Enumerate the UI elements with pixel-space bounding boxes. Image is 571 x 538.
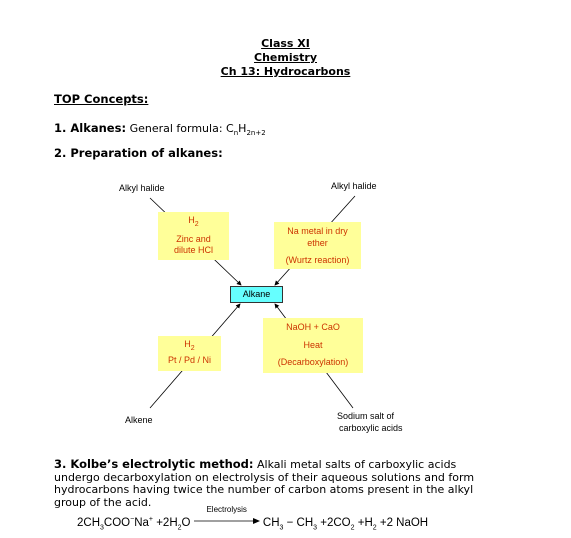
box-decarb-line1: NaOH + CaO: [286, 322, 340, 332]
electrolysis-label: Electrolysis: [206, 505, 247, 514]
box-zinc-line3: dilute HCl: [173, 245, 213, 255]
alkyl-halide-right: Alkyl halide: [331, 181, 377, 191]
top-concepts-heading: TOP Concepts:: [54, 92, 149, 106]
title-class: Class XI: [261, 37, 310, 50]
box-pt-line2: Pt / Pd / Ni: [167, 355, 211, 365]
box-wurtz-line3: (Wurtz reaction): [285, 255, 350, 265]
alkanes-label: 1. Alkanes:: [54, 121, 127, 135]
equation-reactants: $2CH_3COO^-Na^+ +2H_2O$: [77, 516, 191, 532]
box-zinc-line2: Zinc and: [176, 234, 211, 244]
kolbe-line4: group of the acid.: [54, 495, 152, 509]
box-decarb-line3: (Decarboxylation): [277, 357, 349, 367]
box-pt-pd-ni: [158, 336, 221, 371]
kolbe-equation: [77, 505, 429, 532]
sodium-salt-line2: carboxylic acids: [339, 423, 403, 433]
alkane-center-box: Alkane: [230, 286, 283, 303]
box-wurtz-line2: ether: [307, 238, 328, 248]
box-decarboxylation: [263, 318, 363, 373]
kolbe-line3: hydrocarbons having twice the number of carbon atoms present in the alkyl: [54, 483, 474, 496]
box-zinc-hcl: [158, 212, 229, 260]
alkanes-formula: $C_nH_{2n+2}$: [226, 122, 266, 138]
box-wurtz: [274, 222, 361, 269]
alkyl-halide-left: Alkyl halide: [119, 183, 165, 193]
kolbe-line1: 3. Kolbe’s electrolytic method: Alkali metal salts of carboxylic acids: [54, 457, 457, 471]
box-pt-h2: $H_2$: [184, 339, 195, 352]
sodium-salt-line1: Sodium salt of: [337, 411, 395, 421]
box-zinc-h2: $H_2$: [188, 215, 199, 228]
title-chapter: Ch 13: Hydrocarbons: [220, 65, 351, 78]
kolbe-paragraph: [54, 458, 564, 509]
equation-products: $CH_3 - CH_3 +2CO_2 +H_2 +2$ NaOH: [262, 517, 429, 532]
alkanes-text: General formula:: [129, 122, 223, 135]
reaction-arrow-icon: [194, 514, 260, 526]
kolbe-line2: undergo decarboxylation on electrolysis of their aqueous solutions and form: [54, 470, 475, 484]
box-wurtz-line1: Na metal in dry: [287, 226, 348, 236]
equation-arrow: [194, 505, 260, 526]
preparation-heading: 2. Preparation of alkanes:: [54, 146, 223, 160]
alkene-label: Alkene: [125, 415, 153, 425]
box-decarb-line2: Heat: [303, 340, 323, 350]
title-subject: Chemistry: [254, 51, 317, 64]
